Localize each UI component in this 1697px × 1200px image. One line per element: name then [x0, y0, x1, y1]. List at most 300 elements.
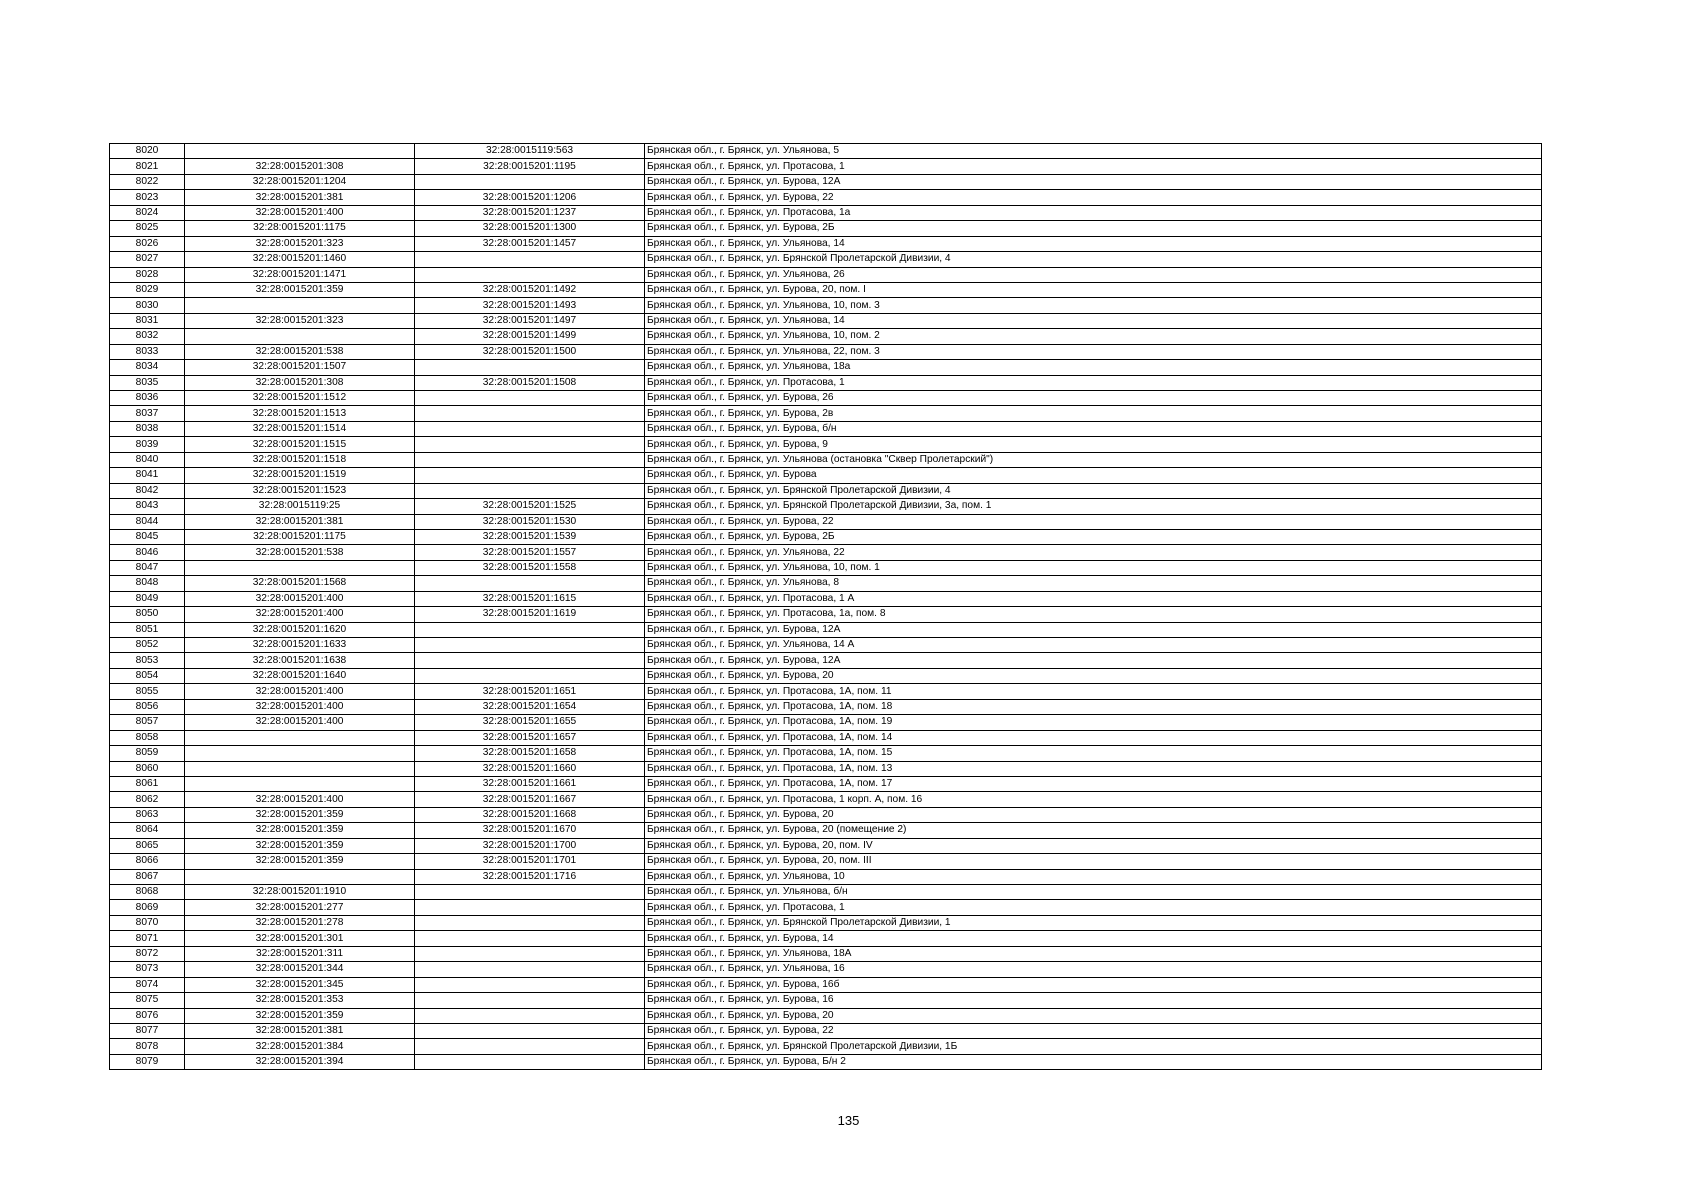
row-number-cell: 8053 [110, 653, 185, 668]
land-cadastral-number-cell: 32:28:0015201:1633 [185, 638, 415, 653]
object-cadastral-number-cell: 32:28:0015201:1539 [415, 529, 645, 544]
address-cell: Брянская обл., г. Брянск, ул. Протасова, 1 корп. А, пом. 16 [645, 792, 1542, 807]
land-cadastral-number-cell: 32:28:0015201:1507 [185, 360, 415, 375]
row-number-cell: 8071 [110, 931, 185, 946]
land-cadastral-number-cell [185, 298, 415, 313]
address-cell: Брянская обл., г. Брянск, ул. Бурова, 20 [645, 668, 1542, 683]
address-cell: Брянская обл., г. Брянск, ул. Бурова, 20, пом. IV [645, 838, 1542, 853]
table-row [110, 962, 1542, 977]
address-cell: Брянская обл., г. Брянск, ул. Ульянова, 22 [645, 545, 1542, 560]
land-cadastral-number-cell [185, 329, 415, 344]
row-number-cell: 8057 [110, 715, 185, 730]
table-row [110, 915, 1542, 930]
row-number-cell: 8076 [110, 1008, 185, 1023]
object-cadastral-number-cell: 32:28:0015201:1655 [415, 715, 645, 730]
land-cadastral-number-cell [185, 869, 415, 884]
address-cell: Брянская обл., г. Брянск, ул. Бурова, 26 [645, 391, 1542, 406]
table-row [110, 885, 1542, 900]
table-row [110, 375, 1542, 390]
row-number-cell: 8022 [110, 174, 185, 189]
table-row [110, 205, 1542, 220]
address-cell: Брянская обл., г. Брянск, ул. Протасова, 1А, пом. 18 [645, 699, 1542, 714]
row-number-cell: 8028 [110, 267, 185, 282]
row-number-cell: 8026 [110, 236, 185, 251]
row-number-cell: 8023 [110, 190, 185, 205]
table-row [110, 329, 1542, 344]
table-row [110, 252, 1542, 267]
table-row [110, 776, 1542, 791]
table-row [110, 1039, 1542, 1054]
object-cadastral-number-cell: 32:28:0015201:1701 [415, 854, 645, 869]
land-cadastral-number-cell: 32:28:0015201:1514 [185, 421, 415, 436]
address-cell: Брянская обл., г. Брянск, ул. Бурова, 20, пом. I [645, 282, 1542, 297]
table-row [110, 1054, 1542, 1069]
land-cadastral-number-cell: 32:28:0015201:400 [185, 591, 415, 606]
land-cadastral-number-cell [185, 560, 415, 575]
row-number-cell: 8065 [110, 838, 185, 853]
table-row [110, 529, 1542, 544]
row-number-cell: 8049 [110, 591, 185, 606]
land-cadastral-number-cell: 32:28:0015201:1460 [185, 252, 415, 267]
table-row [110, 236, 1542, 251]
object-cadastral-number-cell: 32:28:0015201:1195 [415, 159, 645, 174]
land-cadastral-number-cell: 32:28:0015119:25 [185, 499, 415, 514]
table-row [110, 761, 1542, 776]
address-cell: Брянская обл., г. Брянск, ул. Ульянова, 22, пом. 3 [645, 344, 1542, 359]
address-cell: Брянская обл., г. Брянск, ул. Бурова, 22 [645, 190, 1542, 205]
object-cadastral-number-cell: 32:28:0015201:1206 [415, 190, 645, 205]
row-number-cell: 8044 [110, 514, 185, 529]
table-row [110, 977, 1542, 992]
table-row [110, 483, 1542, 498]
land-cadastral-number-cell: 32:28:0015201:1515 [185, 437, 415, 452]
row-number-cell: 8045 [110, 529, 185, 544]
object-cadastral-number-cell: 32:28:0015201:1619 [415, 607, 645, 622]
address-cell: Брянская обл., г. Брянск, ул. Ульянова, 5 [645, 144, 1542, 159]
table-row [110, 144, 1542, 159]
land-cadastral-number-cell: 32:28:0015201:1175 [185, 221, 415, 236]
object-cadastral-number-cell [415, 252, 645, 267]
table-row [110, 545, 1542, 560]
address-cell: Брянская обл., г. Брянск, ул. Бурова, 22 [645, 514, 1542, 529]
land-cadastral-number-cell: 32:28:0015201:394 [185, 1054, 415, 1069]
table-row [110, 931, 1542, 946]
land-cadastral-number-cell: 32:28:0015201:1512 [185, 391, 415, 406]
land-cadastral-number-cell: 32:28:0015201:359 [185, 807, 415, 822]
row-number-cell: 8069 [110, 900, 185, 915]
row-number-cell: 8036 [110, 391, 185, 406]
address-cell: Брянская обл., г. Брянск, ул. Бурова, 12А [645, 622, 1542, 637]
row-number-cell: 8035 [110, 375, 185, 390]
address-cell: Брянская обл., г. Брянск, ул. Бурова, 20 (помещение 2) [645, 823, 1542, 838]
address-cell: Брянская обл., г. Брянск, ул. Ульянова, 16 [645, 962, 1542, 977]
row-number-cell: 8068 [110, 885, 185, 900]
land-cadastral-number-cell: 32:28:0015201:278 [185, 915, 415, 930]
land-cadastral-number-cell: 32:28:0015201:308 [185, 159, 415, 174]
land-cadastral-number-cell: 32:28:0015201:381 [185, 1023, 415, 1038]
table-row [110, 452, 1542, 467]
table-row [110, 638, 1542, 653]
land-cadastral-number-cell: 32:28:0015201:400 [185, 792, 415, 807]
object-cadastral-number-cell: 32:28:0015201:1658 [415, 746, 645, 761]
land-cadastral-number-cell [185, 776, 415, 791]
land-cadastral-number-cell [185, 730, 415, 745]
table-row [110, 159, 1542, 174]
row-number-cell: 8024 [110, 205, 185, 220]
object-cadastral-number-cell [415, 406, 645, 421]
address-cell: Брянская обл., г. Брянск, ул. Протасова, 1А, пом. 14 [645, 730, 1542, 745]
table-row [110, 684, 1542, 699]
land-cadastral-number-cell: 32:28:0015201:538 [185, 545, 415, 560]
land-cadastral-number-cell: 32:28:0015201:323 [185, 236, 415, 251]
object-cadastral-number-cell: 32:28:0015201:1300 [415, 221, 645, 236]
object-cadastral-number-cell: 32:28:0015201:1500 [415, 344, 645, 359]
land-cadastral-number-cell: 32:28:0015201:1568 [185, 576, 415, 591]
table-row [110, 468, 1542, 483]
table-row [110, 746, 1542, 761]
table-row [110, 499, 1542, 514]
row-number-cell: 8033 [110, 344, 185, 359]
object-cadastral-number-cell: 32:28:0015201:1237 [415, 205, 645, 220]
address-cell: Брянская обл., г. Брянск, ул. Брянской Пролетарской Дивизии, 3а, пом. 1 [645, 499, 1542, 514]
land-cadastral-number-cell: 32:28:0015201:359 [185, 854, 415, 869]
land-cadastral-number-cell: 32:28:0015201:400 [185, 699, 415, 714]
object-cadastral-number-cell: 32:28:0015201:1497 [415, 313, 645, 328]
address-cell: Брянская обл., г. Брянск, ул. Ульянова, 18А [645, 946, 1542, 961]
address-cell: Брянская обл., г. Брянск, ул. Ульянова, 10, пом. 1 [645, 560, 1542, 575]
address-cell: Брянская обл., г. Брянск, ул. Протасова, 1 [645, 159, 1542, 174]
object-cadastral-number-cell [415, 638, 645, 653]
object-cadastral-number-cell [415, 452, 645, 467]
address-cell: Брянская обл., г. Брянск, ул. Бурова, 16б [645, 977, 1542, 992]
row-number-cell: 8047 [110, 560, 185, 575]
address-cell: Брянская обл., г. Брянск, ул. Бурова, 12А [645, 653, 1542, 668]
object-cadastral-number-cell [415, 391, 645, 406]
row-number-cell: 8060 [110, 761, 185, 776]
land-cadastral-number-cell: 32:28:0015201:277 [185, 900, 415, 915]
table-row [110, 1023, 1542, 1038]
object-cadastral-number-cell: 32:28:0015201:1525 [415, 499, 645, 514]
object-cadastral-number-cell [415, 977, 645, 992]
object-cadastral-number-cell: 32:28:0015201:1558 [415, 560, 645, 575]
table-row [110, 730, 1542, 745]
table-row [110, 560, 1542, 575]
land-cadastral-number-cell: 32:28:0015201:323 [185, 313, 415, 328]
row-number-cell: 8056 [110, 699, 185, 714]
table-row [110, 221, 1542, 236]
table-row [110, 298, 1542, 313]
row-number-cell: 8031 [110, 313, 185, 328]
land-cadastral-number-cell: 32:28:0015201:301 [185, 931, 415, 946]
row-number-cell: 8061 [110, 776, 185, 791]
land-cadastral-number-cell: 32:28:0015201:1910 [185, 885, 415, 900]
object-cadastral-number-cell [415, 993, 645, 1008]
row-number-cell: 8032 [110, 329, 185, 344]
object-cadastral-number-cell [415, 360, 645, 375]
object-cadastral-number-cell: 32:28:0015201:1493 [415, 298, 645, 313]
row-number-cell: 8034 [110, 360, 185, 375]
table-row [110, 421, 1542, 436]
object-cadastral-number-cell [415, 576, 645, 591]
row-number-cell: 8067 [110, 869, 185, 884]
object-cadastral-number-cell [415, 174, 645, 189]
address-cell: Брянская обл., г. Брянск, ул. Бурова, 22 [645, 1023, 1542, 1038]
row-number-cell: 8020 [110, 144, 185, 159]
address-cell: Брянская обл., г. Брянск, ул. Бурова, б/н [645, 421, 1542, 436]
table-row [110, 807, 1542, 822]
object-cadastral-number-cell [415, 962, 645, 977]
land-cadastral-number-cell: 32:28:0015201:353 [185, 993, 415, 1008]
address-cell: Брянская обл., г. Брянск, ул. Бурова, 14 [645, 931, 1542, 946]
land-cadastral-number-cell: 32:28:0015201:1471 [185, 267, 415, 282]
object-cadastral-number-cell [415, 931, 645, 946]
land-cadastral-number-cell: 32:28:0015201:1513 [185, 406, 415, 421]
table-row [110, 653, 1542, 668]
address-cell: Брянская обл., г. Брянск, ул. Бурова [645, 468, 1542, 483]
land-cadastral-number-cell [185, 761, 415, 776]
address-cell: Брянская обл., г. Брянск, ул. Ульянова, 8 [645, 576, 1542, 591]
land-cadastral-number-cell: 32:28:0015201:359 [185, 838, 415, 853]
land-cadastral-number-cell: 32:28:0015201:359 [185, 823, 415, 838]
table-row [110, 792, 1542, 807]
address-cell: Брянская обл., г. Брянск, ул. Протасова, 1А, пом. 13 [645, 761, 1542, 776]
table-row [110, 838, 1542, 853]
row-number-cell: 8073 [110, 962, 185, 977]
object-cadastral-number-cell [415, 885, 645, 900]
row-number-cell: 8075 [110, 993, 185, 1008]
table-row [110, 267, 1542, 282]
object-cadastral-number-cell: 32:28:0015201:1499 [415, 329, 645, 344]
address-cell: Брянская обл., г. Брянск, ул. Ульянова, 10, пом. 2 [645, 329, 1542, 344]
object-cadastral-number-cell: 32:28:0015201:1457 [415, 236, 645, 251]
object-cadastral-number-cell: 32:28:0015201:1700 [415, 838, 645, 853]
object-cadastral-number-cell [415, 622, 645, 637]
table-row [110, 344, 1542, 359]
address-cell: Брянская обл., г. Брянск, ул. Ульянова, б/н [645, 885, 1542, 900]
page-number: 135 [837, 1113, 860, 1128]
land-cadastral-number-cell: 32:28:0015201:359 [185, 1008, 415, 1023]
table-row [110, 282, 1542, 297]
land-cadastral-number-cell: 32:28:0015201:1518 [185, 452, 415, 467]
table-row [110, 313, 1542, 328]
address-cell: Брянская обл., г. Брянск, ул. Брянской Пролетарской Дивизии, 4 [645, 483, 1542, 498]
object-cadastral-number-cell: 32:28:0015201:1667 [415, 792, 645, 807]
address-cell: Брянская обл., г. Брянск, ул. Бурова, Б/н 2 [645, 1054, 1542, 1069]
row-number-cell: 8021 [110, 159, 185, 174]
table-row [110, 437, 1542, 452]
address-cell: Брянская обл., г. Брянск, ул. Ульянова, 18а [645, 360, 1542, 375]
object-cadastral-number-cell: 32:28:0015201:1668 [415, 807, 645, 822]
table-row [110, 1008, 1542, 1023]
table-row [110, 993, 1542, 1008]
land-cadastral-number-cell: 32:28:0015201:311 [185, 946, 415, 961]
object-cadastral-number-cell: 32:28:0015201:1508 [415, 375, 645, 390]
row-number-cell: 8051 [110, 622, 185, 637]
address-cell: Брянская обл., г. Брянск, ул. Брянской Пролетарской Дивизии, 4 [645, 252, 1542, 267]
row-number-cell: 8063 [110, 807, 185, 822]
row-number-cell: 8041 [110, 468, 185, 483]
address-cell: Брянская обл., г. Брянск, ул. Протасова, 1 [645, 375, 1542, 390]
land-cadastral-number-cell: 32:28:0015201:1519 [185, 468, 415, 483]
address-cell: Брянская обл., г. Брянск, ул. Ульянова, 14 А [645, 638, 1542, 653]
address-cell: Брянская обл., г. Брянск, ул. Протасова, 1 А [645, 591, 1542, 606]
table-row [110, 699, 1542, 714]
row-number-cell: 8077 [110, 1023, 185, 1038]
row-number-cell: 8042 [110, 483, 185, 498]
address-cell: Брянская обл., г. Брянск, ул. Бурова, 20 [645, 807, 1542, 822]
row-number-cell: 8029 [110, 282, 185, 297]
table-row [110, 869, 1542, 884]
table-row [110, 668, 1542, 683]
table-row [110, 360, 1542, 375]
row-number-cell: 8079 [110, 1054, 185, 1069]
address-cell: Брянская обл., г. Брянск, ул. Бурова, 20, пом. III [645, 854, 1542, 869]
table-row [110, 514, 1542, 529]
object-cadastral-number-cell [415, 1008, 645, 1023]
land-cadastral-number-cell: 32:28:0015201:1204 [185, 174, 415, 189]
address-cell: Брянская обл., г. Брянск, ул. Протасова, 1 [645, 900, 1542, 915]
row-number-cell: 8059 [110, 746, 185, 761]
object-cadastral-number-cell [415, 468, 645, 483]
address-cell: Брянская обл., г. Брянск, ул. Бурова, 12А [645, 174, 1542, 189]
object-cadastral-number-cell: 32:28:0015201:1716 [415, 869, 645, 884]
row-number-cell: 8040 [110, 452, 185, 467]
object-cadastral-number-cell [415, 1023, 645, 1038]
address-cell: Брянская обл., г. Брянск, ул. Протасова, 1а, пом. 8 [645, 607, 1542, 622]
land-cadastral-number-cell: 32:28:0015201:538 [185, 344, 415, 359]
row-number-cell: 8055 [110, 684, 185, 699]
table-row [110, 622, 1542, 637]
land-cadastral-number-cell: 32:28:0015201:359 [185, 282, 415, 297]
row-number-cell: 8037 [110, 406, 185, 421]
object-cadastral-number-cell [415, 653, 645, 668]
address-cell: Брянская обл., г. Брянск, ул. Брянской Пролетарской Дивизии, 1Б [645, 1039, 1542, 1054]
land-cadastral-number-cell [185, 746, 415, 761]
object-cadastral-number-cell: 32:28:0015201:1670 [415, 823, 645, 838]
table-row [110, 406, 1542, 421]
object-cadastral-number-cell [415, 421, 645, 436]
land-cadastral-number-cell: 32:28:0015201:1523 [185, 483, 415, 498]
address-cell: Брянская обл., г. Брянск, ул. Ульянова, 14 [645, 236, 1542, 251]
table-row [110, 823, 1542, 838]
row-number-cell: 8050 [110, 607, 185, 622]
table-row [110, 607, 1542, 622]
land-cadastral-number-cell: 32:28:0015201:1175 [185, 529, 415, 544]
address-cell: Брянская обл., г. Брянск, ул. Ульянова, 26 [645, 267, 1542, 282]
object-cadastral-number-cell [415, 1054, 645, 1069]
row-number-cell: 8025 [110, 221, 185, 236]
object-cadastral-number-cell: 32:28:0015201:1657 [415, 730, 645, 745]
table-row [110, 900, 1542, 915]
object-cadastral-number-cell: 32:28:0015201:1661 [415, 776, 645, 791]
row-number-cell: 8038 [110, 421, 185, 436]
object-cadastral-number-cell [415, 1039, 645, 1054]
object-cadastral-number-cell: 32:28:0015201:1654 [415, 699, 645, 714]
object-cadastral-number-cell: 32:28:0015201:1651 [415, 684, 645, 699]
row-number-cell: 8070 [110, 915, 185, 930]
land-cadastral-number-cell: 32:28:0015201:400 [185, 607, 415, 622]
table-row [110, 174, 1542, 189]
table-row [110, 854, 1542, 869]
row-number-cell: 8054 [110, 668, 185, 683]
row-number-cell: 8048 [110, 576, 185, 591]
address-cell: Брянская обл., г. Брянск, ул. Бурова, 9 [645, 437, 1542, 452]
land-cadastral-number-cell: 32:28:0015201:1640 [185, 668, 415, 683]
registry-table [109, 143, 1542, 1070]
land-cadastral-number-cell: 32:28:0015201:1638 [185, 653, 415, 668]
address-cell: Брянская обл., г. Брянск, ул. Протасова, 1А, пом. 19 [645, 715, 1542, 730]
land-cadastral-number-cell [185, 144, 415, 159]
land-cadastral-number-cell: 32:28:0015201:400 [185, 715, 415, 730]
land-cadastral-number-cell: 32:28:0015201:345 [185, 977, 415, 992]
row-number-cell: 8039 [110, 437, 185, 452]
object-cadastral-number-cell: 32:28:0015201:1660 [415, 761, 645, 776]
object-cadastral-number-cell [415, 437, 645, 452]
table-row [110, 190, 1542, 205]
land-cadastral-number-cell: 32:28:0015201:1620 [185, 622, 415, 637]
object-cadastral-number-cell [415, 900, 645, 915]
land-cadastral-number-cell: 32:28:0015201:381 [185, 514, 415, 529]
row-number-cell: 8027 [110, 252, 185, 267]
table-row [110, 946, 1542, 961]
registry-table-body [110, 144, 1542, 1070]
address-cell: Брянская обл., г. Брянск, ул. Бурова, 2в [645, 406, 1542, 421]
table-row [110, 391, 1542, 406]
land-cadastral-number-cell: 32:28:0015201:384 [185, 1039, 415, 1054]
address-cell: Брянская обл., г. Брянск, ул. Бурова, 20 [645, 1008, 1542, 1023]
address-cell: Брянская обл., г. Брянск, ул. Ульянова (остановка "Сквер Пролетарский") [645, 452, 1542, 467]
table-row [110, 715, 1542, 730]
table-row [110, 591, 1542, 606]
address-cell: Брянская обл., г. Брянск, ул. Протасова, 1А, пом. 15 [645, 746, 1542, 761]
address-cell: Брянская обл., г. Брянск, ул. Бурова, 2Б [645, 529, 1542, 544]
object-cadastral-number-cell: 32:28:0015201:1615 [415, 591, 645, 606]
land-cadastral-number-cell: 32:28:0015201:400 [185, 205, 415, 220]
object-cadastral-number-cell: 32:28:0015201:1557 [415, 545, 645, 560]
row-number-cell: 8078 [110, 1039, 185, 1054]
address-cell: Брянская обл., г. Брянск, ул. Бурова, 2Б [645, 221, 1542, 236]
row-number-cell: 8030 [110, 298, 185, 313]
object-cadastral-number-cell: 32:28:0015201:1492 [415, 282, 645, 297]
object-cadastral-number-cell [415, 915, 645, 930]
address-cell: Брянская обл., г. Брянск, ул. Бурова, 16 [645, 993, 1542, 1008]
land-cadastral-number-cell: 32:28:0015201:381 [185, 190, 415, 205]
row-number-cell: 8062 [110, 792, 185, 807]
object-cadastral-number-cell [415, 267, 645, 282]
row-number-cell: 8052 [110, 638, 185, 653]
address-cell: Брянская обл., г. Брянск, ул. Ульянова, 10, пом. 3 [645, 298, 1542, 313]
land-cadastral-number-cell: 32:28:0015201:308 [185, 375, 415, 390]
land-cadastral-number-cell: 32:28:0015201:344 [185, 962, 415, 977]
row-number-cell: 8064 [110, 823, 185, 838]
row-number-cell: 8066 [110, 854, 185, 869]
object-cadastral-number-cell: 32:28:0015201:1530 [415, 514, 645, 529]
row-number-cell: 8046 [110, 545, 185, 560]
object-cadastral-number-cell [415, 946, 645, 961]
object-cadastral-number-cell: 32:28:0015119:563 [415, 144, 645, 159]
row-number-cell: 8058 [110, 730, 185, 745]
object-cadastral-number-cell [415, 483, 645, 498]
address-cell: Брянская обл., г. Брянск, ул. Протасова, 1а [645, 205, 1542, 220]
address-cell: Брянская обл., г. Брянск, ул. Ульянова, 14 [645, 313, 1542, 328]
row-number-cell: 8043 [110, 499, 185, 514]
table-row [110, 576, 1542, 591]
address-cell: Брянская обл., г. Брянск, ул. Ульянова, 10 [645, 869, 1542, 884]
land-cadastral-number-cell: 32:28:0015201:400 [185, 684, 415, 699]
object-cadastral-number-cell [415, 668, 645, 683]
address-cell: Брянская обл., г. Брянск, ул. Брянской Пролетарской Дивизии, 1 [645, 915, 1542, 930]
row-number-cell: 8072 [110, 946, 185, 961]
